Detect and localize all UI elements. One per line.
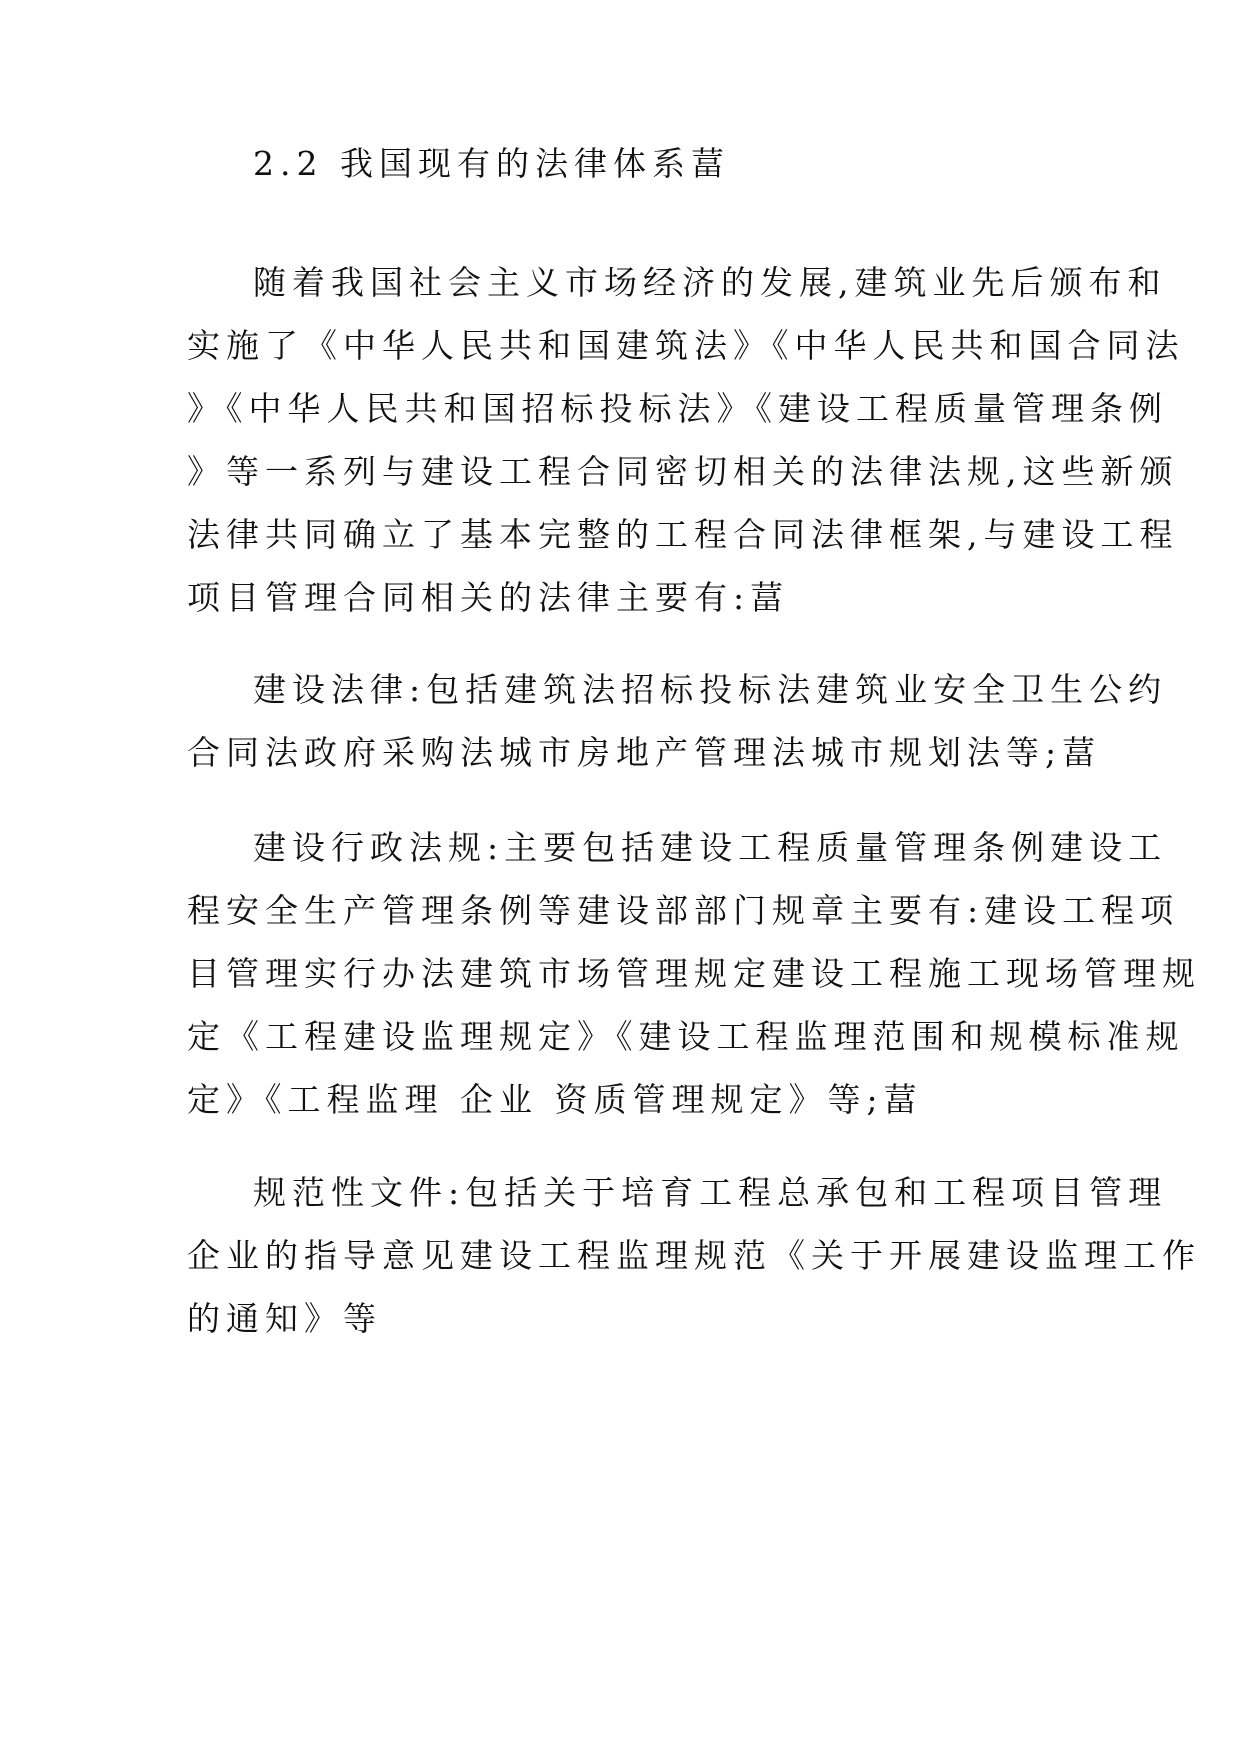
paragraph-line: 随着我国社会主义市场经济的发展,建筑业先后颁布和 (253, 263, 1167, 302)
paragraph-line: 》等一系列与建设工程合同密切相关的法律法规,这些新颁 (187, 452, 1179, 491)
paragraph-line: 项目管理合同相关的法律主要有:葍 (187, 578, 790, 617)
paragraph-legal-framework (187, 251, 1185, 629)
paragraph-line: 建设行政法规:主要包括建设工程质量管理条例建设工 (253, 828, 1168, 867)
paragraph-line: 实施了《中华人民共和国建筑法》《中华人民共和国合同法 (187, 326, 1185, 365)
paragraph-line: 建设法律:包括建筑法招标投标法建筑业安全卫生公约 (253, 670, 1168, 709)
paragraph-line: 法律共同确立了基本完整的工程合同法律框架,与建设工程 (187, 515, 1179, 554)
paragraph-line: 企业的指导意见建设工程监理规范《关于开展建设监理工作 (187, 1236, 1201, 1275)
section-heading-text: 2.2 我国现有的法律体系葍 (253, 144, 730, 183)
paragraph-line: 规范性文件:包括关于培育工程总承包和工程项目管理 (253, 1173, 1168, 1212)
paragraph-line: 》《中华人民共和国招标投标法》《建设工程质量管理条例 (187, 389, 1168, 428)
paragraph-administrative-regulations (187, 816, 1201, 1131)
paragraph-line: 合同法政府采购法城市房地产管理法城市规划法等;葍 (187, 733, 1102, 772)
paragraph-construction-laws (187, 658, 1168, 784)
section-heading (187, 132, 1067, 195)
paragraph-line: 程安全生产管理条例等建设部部门规章主要有:建设工程项 (187, 891, 1180, 930)
paragraph-line: 的通知》等 (187, 1299, 382, 1338)
paragraph-normative-documents (187, 1161, 1201, 1350)
paragraph-line: 定》《工程监理 企业 资质管理规定》等;葍 (187, 1080, 923, 1119)
paragraph-line: 目管理实行办法建筑市场管理规定建设工程施工现场管理规 (187, 954, 1201, 993)
paragraph-line: 定《工程建设监理规定》《建设工程监理范围和规模标准规 (187, 1017, 1185, 1056)
